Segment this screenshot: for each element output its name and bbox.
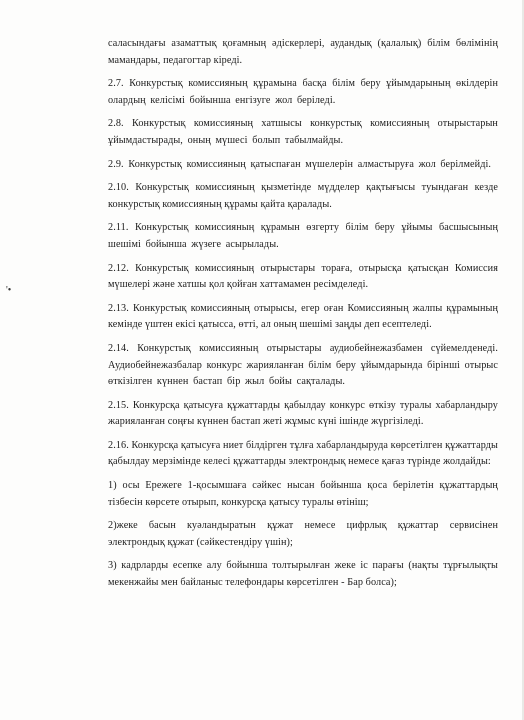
paragraph-2-15: 2.15. Конкурсқа қатысуға құжаттарды қабылдау конкурс өткізу туралы хабарландыру жарияланған соңғы күннен бастап жеті жұмыс күні ішінде жүргізіледі. (108, 399, 498, 428)
paragraph-2-14: 2.14. Конкурстық комиссияның отырыстары аудиобейнежазбамен сүйемелденеді. Аудиобейнежазбалар конкурс жарияланған білім беру ұйымдарында бірінші отырыс өткізілген күннен бастап бір жыл бойы сақталады. (108, 342, 498, 388)
list-item-1: 1) осы Ережеге 1-қосымшаға сәйкес нысан бойынша қоса берілетін құжаттардың тізбесін көрсете отырып, конкурсқа қатысу туралы өтініш; (108, 480, 498, 508)
paragraph-2-8: 2.8. Конкурстық комиссияның хатшысы конкурстық комиссияның отырыстарын ұйымдастырады, оның мүшесі болып табылмайды. (108, 118, 498, 146)
paragraph-2-13: 2.13. Конкурстық комиссияның отырысы, егер оған Комиссияның жалпы құрамының кемінде үштен екісі қатысса, өтті, ал оның шешімі заңды деп есептеледі. (108, 302, 498, 331)
paragraph-2-10: 2.10. Конкурстық комиссияның қызметінде мүдделер қақтығысы туындаған кезде конкурстық комиссияның құрамы қайта қаралады. (108, 182, 498, 210)
list-item-2: 2)жеке басын куәландыратын құжат немесе цифрлық құжаттар сервисінен электрондық құжат (сәйкестендіру үшін); (108, 520, 498, 548)
paragraph-intro: саласындағы азаматтық қоғамның әдіскерлері, аудандық (қалалық) білім бөлімінің мамандары, педагогтар кіреді. (108, 38, 498, 66)
paragraph-2-16: 2.16. Конкурсқа қатысуға ниет білдірген тұлға хабарландыруда көрсетілген құжаттарды қабылдау мерзімінде келесі құжаттарды электрондық немесе қағаз түрінде жолдайды: (108, 439, 498, 468)
paragraph-2-11: 2.11. Конкурстық комиссияның құрамын өзгерту білім беру ұйымы басшысының шешімі бойынша жүзеге асырылады. (108, 222, 498, 250)
list-item-3: 3) кадрларды есепке алу бойынша толтырылған жеке іс парағы (нақты тұрғылықты мекенжайы мен байланыс телефондары көрсетілген - Бар болса); (108, 560, 498, 589)
paragraph-2-12: 2.12. Конкурстық комиссияның отырыстары тораға, отырысқа қатысқан Комиссия мүшелері және хатшы қол қойған хаттамамен ресімделеді. (108, 262, 498, 291)
margin-mark: '• (6, 285, 12, 296)
paragraph-2-7: 2.7. Конкурстық комиссияның құрамына басқа білім беру ұйымдарының өкілдерін олардың келісімі бойынша енгізуге жол беріледі. (108, 78, 498, 106)
document-body (108, 36, 498, 599)
paragraph-2-9: 2.9. Конкурстық комиссияның қатыспаған мүшелерін алмастыруға жол берілмейді. (108, 158, 492, 170)
